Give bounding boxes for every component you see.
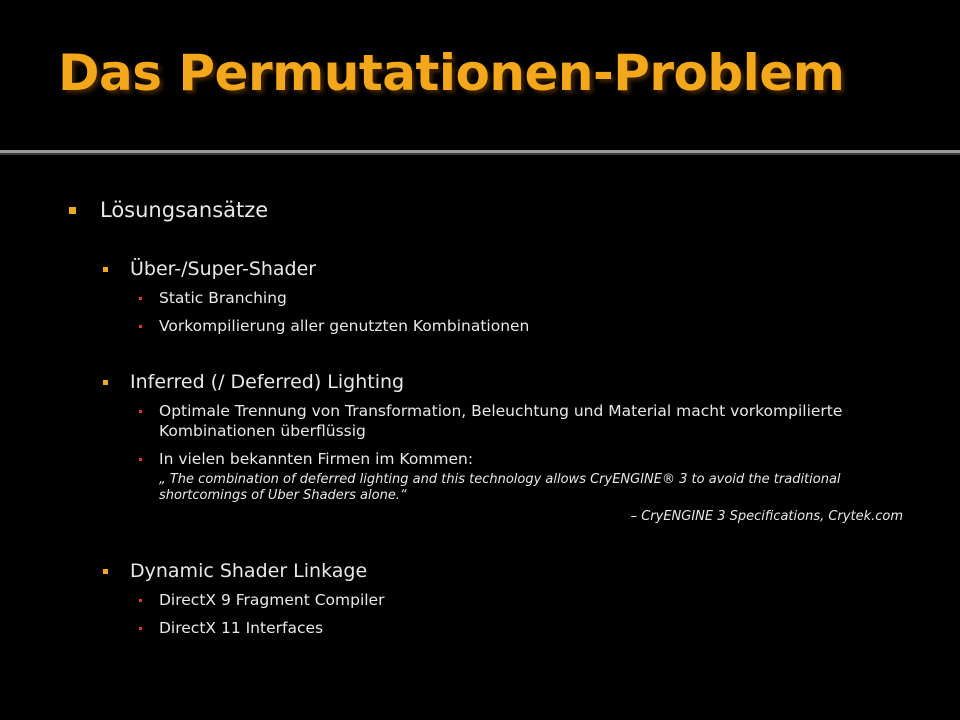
dot-bullet-icon xyxy=(139,325,142,328)
sub-bullet-text: In vielen bekannten Firmen im Kommen: xyxy=(159,450,474,468)
level1-bullet-text: Lösungsansätze xyxy=(100,198,269,222)
title-bar xyxy=(0,0,960,150)
section-heading: Über-/Super-Shader xyxy=(130,258,317,280)
dot-bullet-icon xyxy=(139,458,142,461)
sub-bullet-text: Static Branching xyxy=(159,289,287,307)
sub-bullet-text: DirectX 11 Interfaces xyxy=(159,619,324,637)
sub-bullet-text: Optimale Trennung von Transformation, Beleuchtung und Material macht vorkompilierte Kombinationen überflüssig xyxy=(159,402,843,440)
square-bullet-icon xyxy=(103,380,108,385)
slide-content xyxy=(0,155,960,720)
dot-bullet-icon xyxy=(139,599,142,602)
dot-bullet-icon xyxy=(139,627,142,630)
sub-bullet-text: Vorkompilierung aller genutzten Kombinationen xyxy=(159,317,530,335)
section-heading: Inferred (/ Deferred) Lighting xyxy=(130,371,405,393)
slide-title: Das Permutationen-Problem xyxy=(58,44,845,102)
quote-text: „ The combination of deferred lighting and this technology allows CryENGINE® 3 to avoid the traditional shortcomings of Uber Shaders alone.“ xyxy=(159,472,841,503)
square-bullet-icon xyxy=(103,267,108,272)
section-heading: Dynamic Shader Linkage xyxy=(130,560,368,582)
dot-bullet-icon xyxy=(139,410,142,413)
square-bullet-icon xyxy=(69,207,76,214)
dot-bullet-icon xyxy=(139,297,142,300)
quote-source: – CryENGINE 3 Specifications, Crytek.com xyxy=(630,509,903,524)
sub-bullet-text: DirectX 9 Fragment Compiler xyxy=(159,591,385,609)
square-bullet-icon xyxy=(103,569,108,574)
